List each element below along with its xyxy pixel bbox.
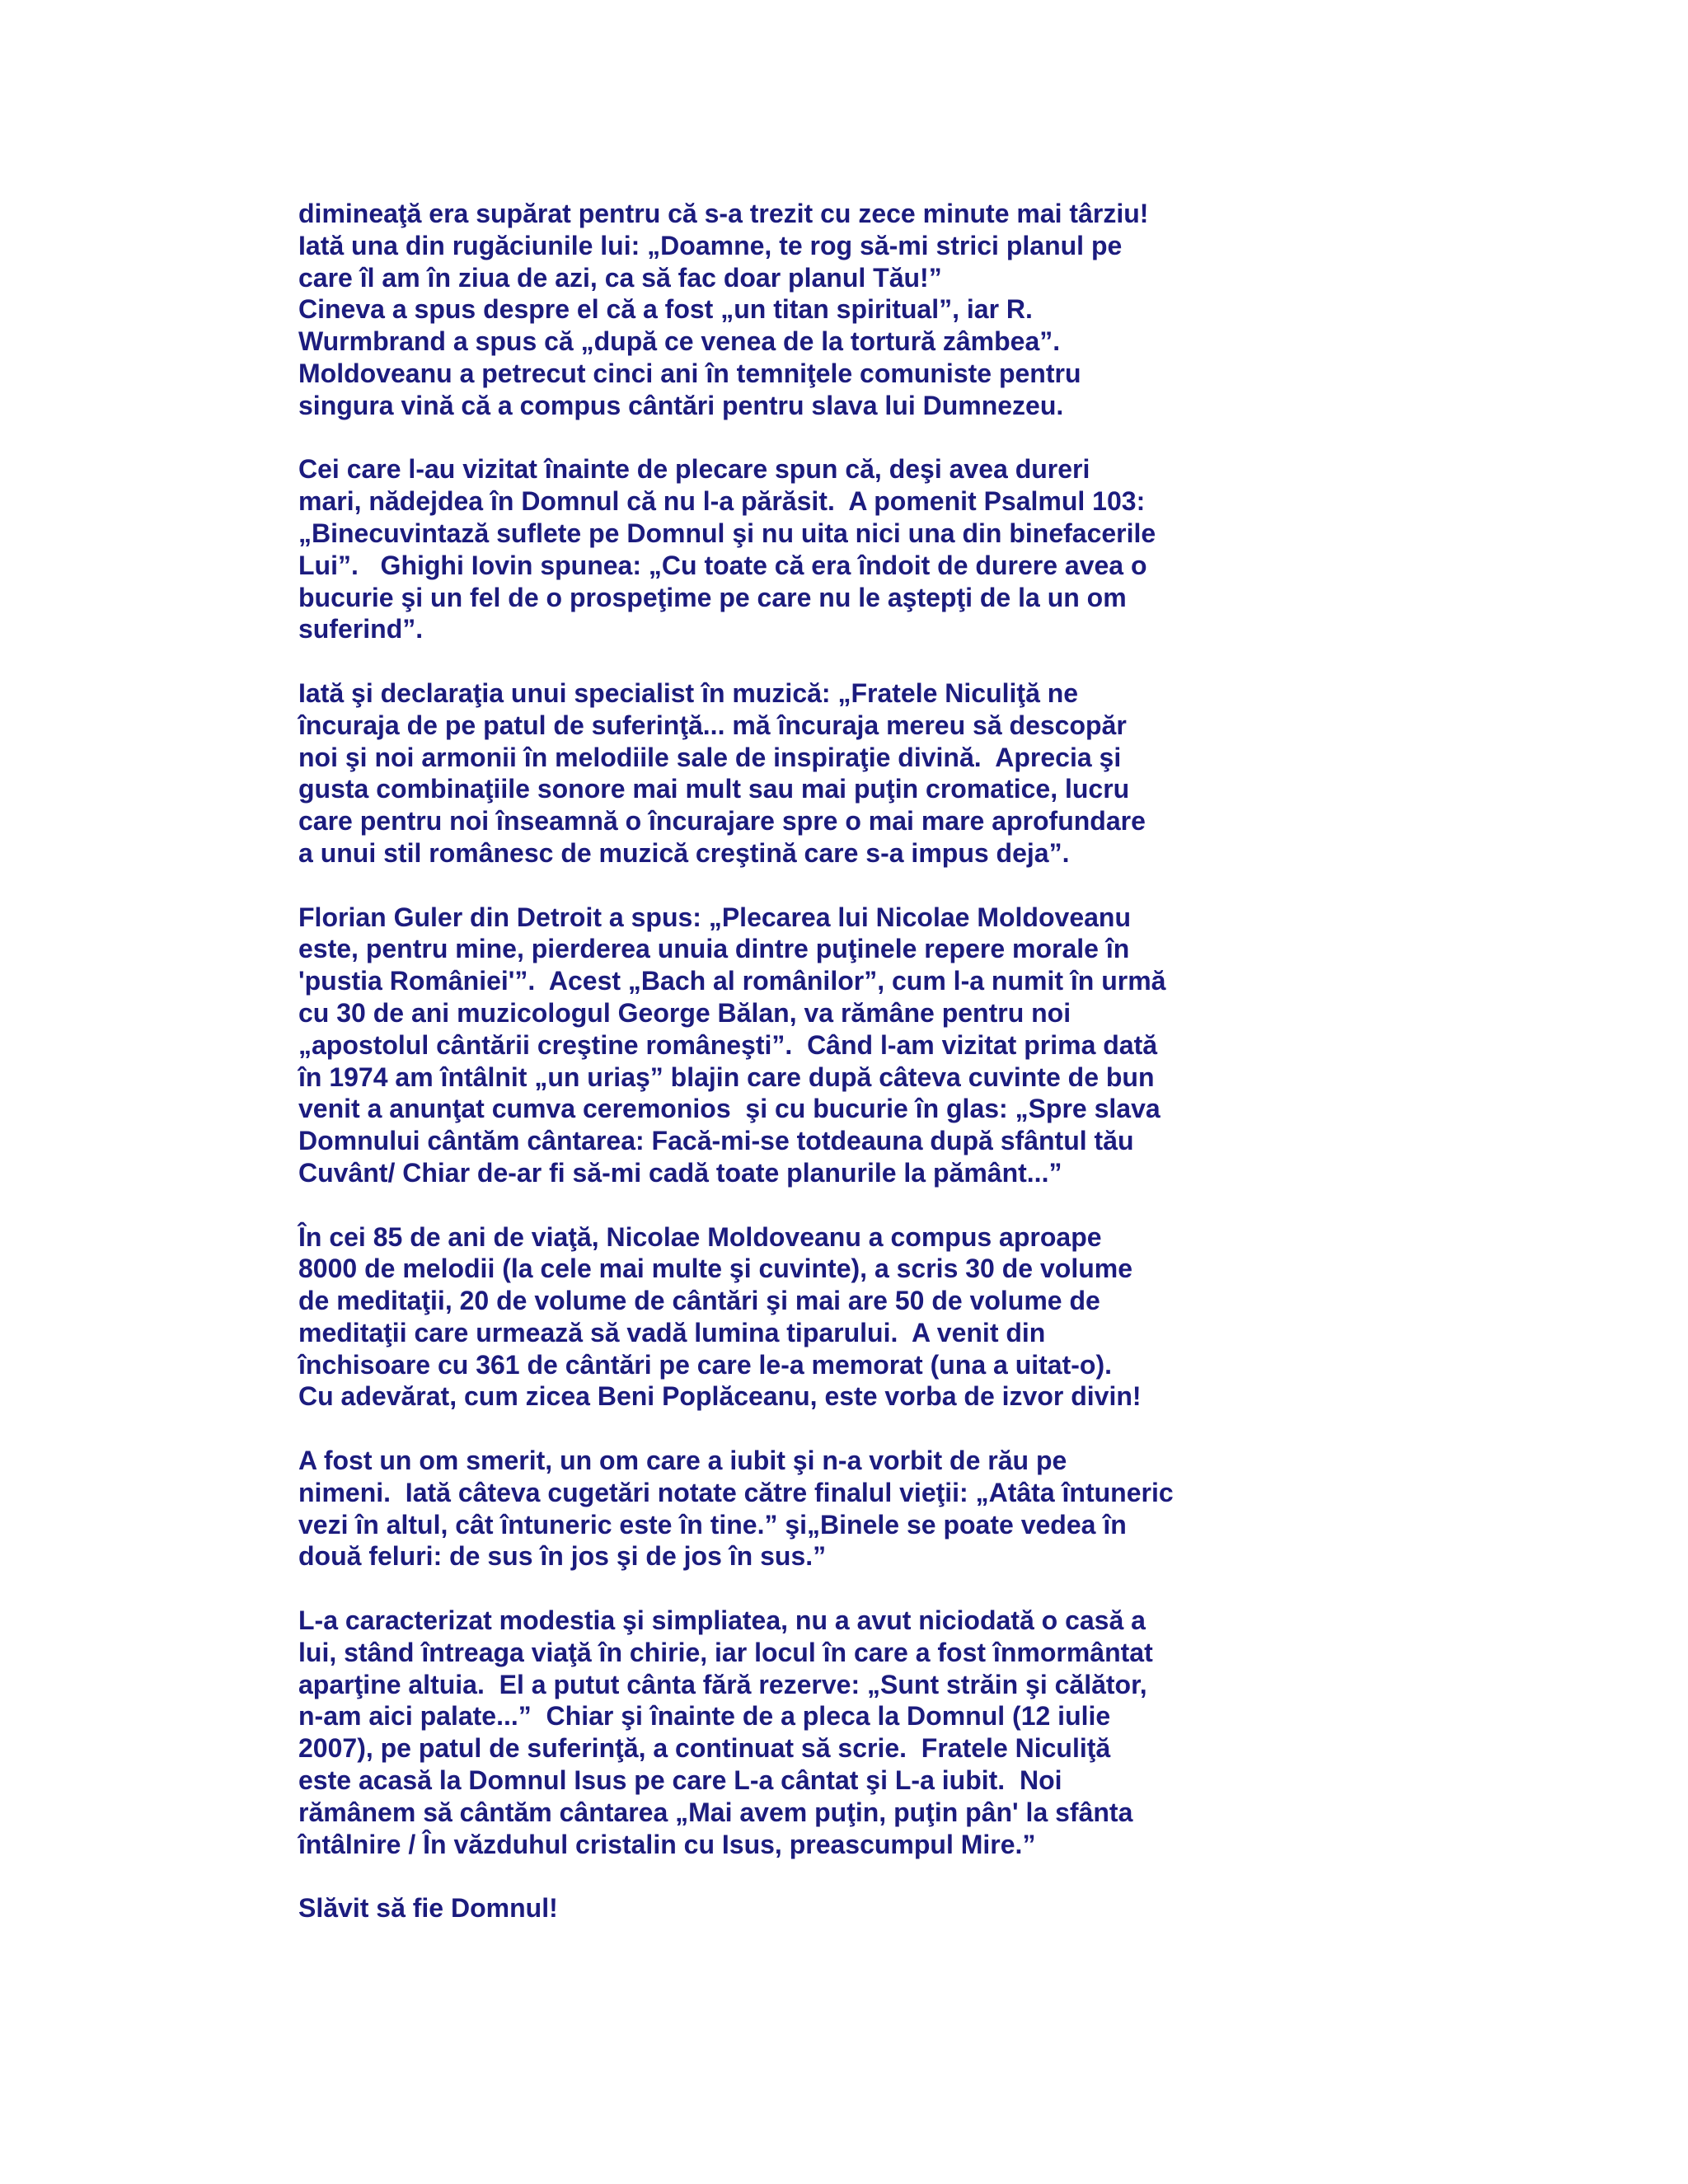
text-line: este acasă la Domnul Isus pe care L-a cântat şi L-a iubit. Noi [298, 1765, 1062, 1796]
text-line: în 1974 am întâlnit „un uriaş” blajin care după câteva cuvinte de bun [298, 1062, 1155, 1092]
text-line: închisoare cu 361 de cântări pe care le-a memorat (una a uitat-o). [298, 1349, 1112, 1380]
text-line: n-am aici palate...” Chiar şi înainte de a pleca la Domnul (12 iulie [298, 1701, 1111, 1732]
text-line: L-a caracterizat modestia şi simpliatea, nu a avut niciodată o casă a [298, 1605, 1146, 1636]
text-line: mari, nădejdea în Domnul că nu l-a părăsit. A pomenit Psalmul 103: [298, 486, 1146, 517]
paragraph-7 [298, 1605, 1238, 1860]
text-line: Cei care l-au vizitat înainte de plecare spun că, deşi avea dureri [298, 454, 1090, 485]
paragraph-3 [298, 677, 1238, 869]
text-line: care îl am în ziua de azi, ca să fac doar planul Tău!” [298, 262, 942, 293]
text-line: întâlnire / În văzduhul cristalin cu Isus, preascumpul Mire.” [298, 1829, 1036, 1859]
paragraph-5 [298, 1221, 1238, 1413]
text-line: Florian Guler din Detroit a spus: „Plecarea lui Nicolae Moldoveanu [298, 902, 1131, 932]
text-line: bucurie şi un fel de o prospeţime pe care nu le aştepţi de la un om [298, 582, 1127, 612]
paragraph-1 [298, 198, 1238, 422]
text-line: Cineva a spus despre el că a fost „un titan spiritual”, iar R. [298, 294, 1033, 325]
text-line: a unui stil românesc de muzică creştină care s-a impus deja”. [298, 837, 1070, 868]
paragraph-4 [298, 902, 1238, 1189]
text-line: rămânem să cântăm cântarea „Mai avem puţin, puţin pân' la sfânta [298, 1797, 1133, 1827]
text-line: A fost un om smerit, un om care a iubit şi n-a vorbit de rău pe [298, 1446, 1067, 1476]
document-page [298, 198, 1238, 1957]
text-line: cu 30 de ani muzicologul George Bălan, va rămâne pentru noi [298, 997, 1071, 1028]
paragraph-6 [298, 1445, 1238, 1572]
text-line: 2007), pe patul de suferinţă, a continuat să scrie. Fratele Niculiţă [298, 1733, 1111, 1764]
text-line: „apostolul cântării creştine româneşti”. Când l-am vizitat prima dată [298, 1029, 1158, 1060]
text-line: două feluri: de sus în jos şi de jos în sus.” [298, 1541, 827, 1572]
text-line: Wurmbrand a spus că „după ce venea de la tortură zâmbea”. [298, 326, 1061, 357]
text-line: Lui”. Ghighi Iovin spunea: „Cu toate că era îndoit de durere avea o [298, 550, 1147, 580]
text-line: noi şi noi armonii în melodiile sale de inspiraţie divină. Aprecia şi [298, 742, 1122, 772]
text-line: lui, stând întreaga viaţă în chirie, iar locul în care a fost înmormântat [298, 1637, 1153, 1667]
text-line: singura vină că a compus cântări pentru slava lui Dumnezeu. [298, 390, 1064, 420]
paragraph-2 [298, 453, 1238, 645]
text-line: În cei 85 de ani de viaţă, Nicolae Moldoveanu a compus aproape [298, 1221, 1102, 1252]
text-line: Cuvânt/ Chiar de-ar fi să-mi cadă toate planurile la pământ...” [298, 1157, 1062, 1188]
text-line: nimeni. Iată câteva cugetări notate către finalul vieţii: „Atâta întuneric [298, 1477, 1174, 1507]
text-line: aparţine altuia. El a putut cânta fără rezerve: „Sunt străin şi călător, [298, 1669, 1147, 1699]
text-line: venit a anunţat cumva ceremonios şi cu bucurie în glas: „Spre slava [298, 1094, 1160, 1124]
text-line: Domnului cântăm cântarea: Facă-mi-se totdeauna după sfântul tău [298, 1126, 1134, 1156]
text-line: dimineaţă era supărat pentru că s-a trezit cu zece minute mai târziu! [298, 199, 1149, 228]
closing-line [298, 1892, 1238, 1924]
text-line: 8000 de melodii (la cele mai multe şi cuvinte), a scris 30 de volume [298, 1254, 1132, 1284]
text-line: care pentru noi înseamnă o încurajare spre o mai mare aprofundare [298, 806, 1146, 837]
text-line: Iată una din rugăciunile lui: „Doamne, te rog să-mi strici planul pe [298, 230, 1123, 260]
text-line: meditaţii care urmează să vadă lumina tiparului. A venit din [298, 1317, 1046, 1347]
text-line: Moldoveanu a petrecut cinci ani în temniţele comuniste pentru [298, 358, 1081, 388]
text-line: încuraja de pe patul de suferinţă... mă încuraja mereu să descopăr [298, 710, 1127, 740]
text-line: de meditaţii, 20 de volume de cântări şi mai are 50 de volume de [298, 1286, 1100, 1316]
text-line: Cu adevărat, cum zicea Beni Poplăceanu, este vorba de izvor divin! [298, 1381, 1142, 1412]
text-line: este, pentru mine, pierderea unuia dintre puţinele repere morale în [298, 934, 1130, 964]
text-line: Iată şi declaraţia unui specialist în muzică: „Fratele Niculiţă ne [298, 677, 1079, 708]
text-line: Slăvit să fie Domnul! [298, 1893, 558, 1924]
text-line: vezi în altul, cât întuneric este în tine.” şi„Binele se poate vedea în [298, 1509, 1127, 1540]
text-line: gusta combinaţiile sonore mai mult sau mai puţin cromatice, lucru [298, 774, 1130, 804]
text-line: 'pustia României'”. Acest „Bach al românilor”, cum l-a numit în urmă [298, 966, 1166, 996]
text-line: suferind”. [298, 614, 424, 644]
text-line: „Binecuvintază suflete pe Domnul şi nu uita nici una din binefacerile [298, 518, 1156, 548]
